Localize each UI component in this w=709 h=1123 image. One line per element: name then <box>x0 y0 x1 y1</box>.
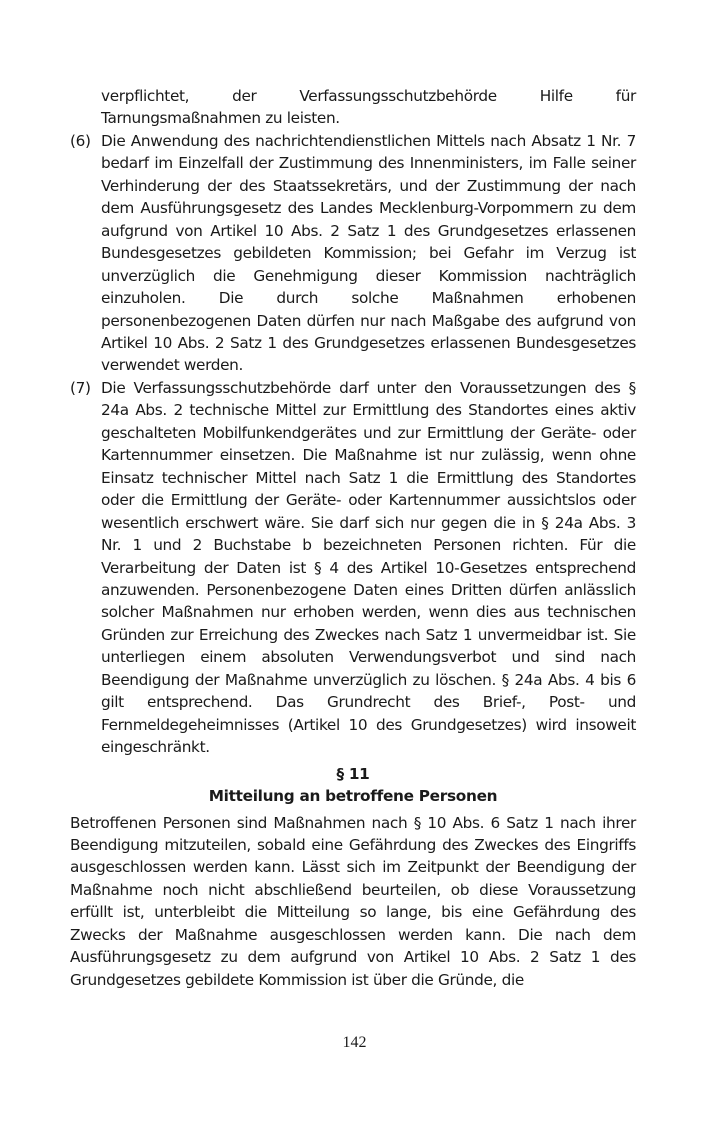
page-number: 142 <box>342 1034 367 1051</box>
continuation-text: verpflichtet, der Verfassungsschutzbehörde Hilfe für Tarnungsmaßnahmen zu leisten. <box>101 87 636 128</box>
section-text: Betroffenen Personen sind Maßnahmen nach § 10 Abs. 6 Satz 1 nach ihrer Beendigung mitzuteilen, sobald eine Gefährdung des Zweckes des Eingriffs ausgeschlossen werden kann. Lässt sich im Zeitpunkt der Beendigung der Maßnahme noch nicht abschließend beurteilen, ob diese Voraussetzung erfüllt ist, unterbleibt die Mitteilung so lange, bis eine Gefährdung des Zwecks der Maßnahme ausgeschlossen werden kann. Die nach dem Ausführungsgesetz zu dem aufgrund von Artikel 10 Abs. 2 Satz 1 des Grundgesetzes gebildete Kommission ist über die Gründe, die <box>70 813 636 989</box>
paragraph-text: Die Anwendung des nachrichtendienstlichen Mittels nach Absatz 1 Nr. 7 bedarf im Einzelfall der Zustimmung des Innenministers, im Falle seiner Verhinderung der des Staatssekretärs, und der Zustimmung der nach dem Ausführungsgesetz des Landes Mecklenburg-Vorpommern zu dem aufgrund von Artikel 10 Abs. 2 Satz 1 des Grundgesetzes erlassenen Bundesgesetzes gebildeten Kommission; bei Gefahr im Verzug ist unverzüglich die Genehmigung dieser Kommission nachträglich einzuholen. Die durch solche Maßnahmen erhobenen personenbezogenen Daten dürfen nur nach Maßgabe des aufgrund von Artikel 10 Abs. 2 Satz 1 des Grundgesetzes erlassenen Bundesgesetzes verwendet werden. <box>101 131 636 375</box>
section-number: § 11 <box>336 764 370 783</box>
paragraph-number: (6) <box>70 131 91 150</box>
paragraph-7 <box>70 377 636 759</box>
section-title: Mitteilung an betroffene Personen <box>208 787 498 806</box>
page-body <box>70 85 636 991</box>
paragraph-text: Die Verfassungsschutzbehörde darf unter den Voraussetzungen des § 24a Abs. 2 technische Mittel zur Ermittlung des Standortes eines aktiv geschalteten Mobilfunkendgerätes und zur Ermittlung der Geräte- oder Kartennummer einsetzen. Die Maßnahme ist nur zulässig, wenn ohne Einsatz technischer Mittel nach Satz 1 die Ermittlung des Standortes oder die Ermittlung der Geräte- oder Kartennummer aussichtslos oder wesentlich erschwert wäre. Sie darf sich nur gegen die in § 24a Abs. 3 Nr. 1 und 2 Buchstabe b bezeichneten Personen richten. Für die Verarbeitung der Daten ist § 4 des Artikel 10-Gesetzes entsprechend anzuwenden. Personenbezogene Daten eines Dritten dürfen anlässlich solcher Maßnahmen nur erhoben werden, wenn dies aus technischen Gründen zur Erreichung des Zweckes nach Satz 1 unvermeidbar ist. Sie unterliegen einem absoluten Verwendungsverbot und sind nach Beendigung der Maßnahme unverzüglich zu löschen. § 24a Abs. 4 bis 6 gilt entsprechend. Das Grundrecht des Brief-, Post- und Fernmeldegeheimnisses (Artikel 10 des Grundgesetzes) wird insoweit eingeschränkt. <box>101 378 636 757</box>
paragraph-number: (7) <box>70 378 91 397</box>
paragraph-6 <box>70 130 636 377</box>
